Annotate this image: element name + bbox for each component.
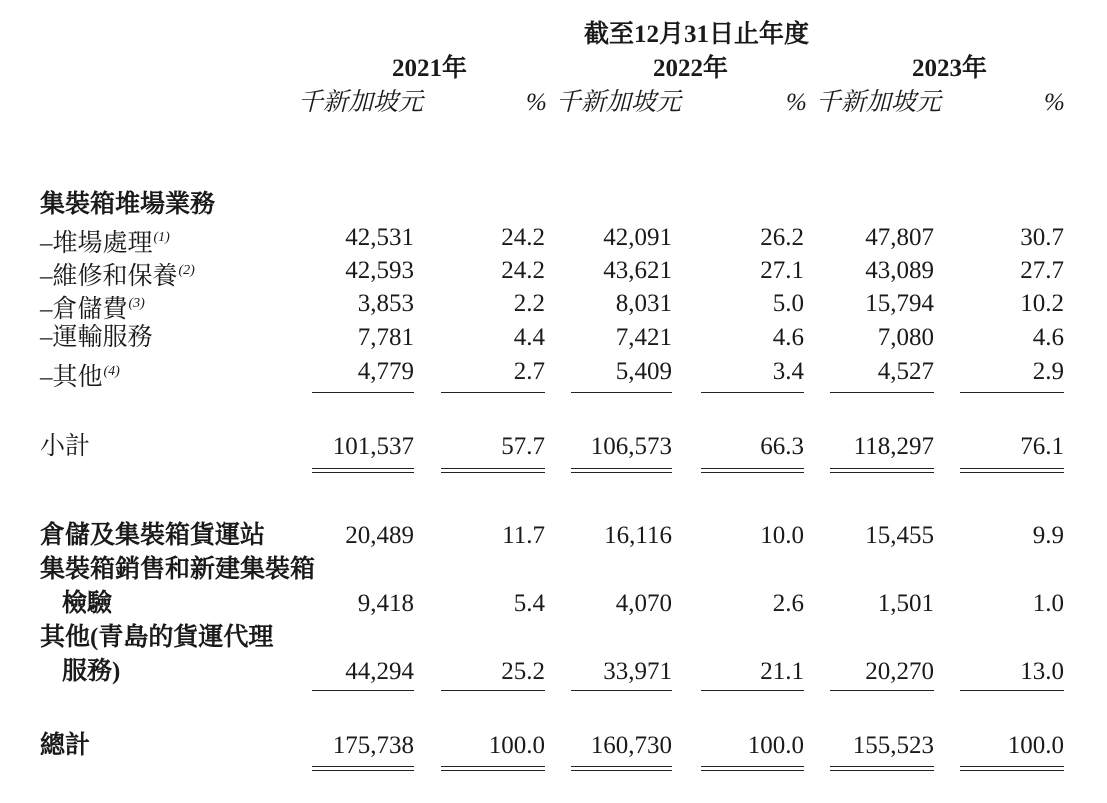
cell-r7-2023-amount: 1,501 xyxy=(877,590,934,617)
cell-r5-2022-amount: 106,573 xyxy=(590,433,672,460)
section-container-depot: 集裝箱堆場業務 xyxy=(40,191,216,218)
row-label-transport-services: –運輸服務 xyxy=(40,324,153,351)
row-label-repair-maintenance: –維修和保養$^{(2)}$ xyxy=(40,263,195,290)
underline-before-subtotal-2022-amount xyxy=(571,392,672,393)
underline-before-subtotal-2022-pct xyxy=(701,392,804,393)
row-label-yard-handling: –堆場處理$^{(1)}$ xyxy=(40,230,170,257)
unit-label-2022: 千新加坡元 xyxy=(556,89,682,116)
cell-r7-2021-pct: 5.4 xyxy=(513,590,545,617)
year-2022-header: 2022年 xyxy=(653,55,729,82)
cell-r0-2022-pct: 26.2 xyxy=(760,224,804,251)
cell-r0-2023-pct: 30.7 xyxy=(1020,224,1064,251)
pct-label-2021: % xyxy=(526,89,547,116)
cell-r2-2022-pct: 5.0 xyxy=(772,290,804,317)
row-label-subtotal: 小計 xyxy=(40,433,91,460)
double-underline-subtotal-2022-amount xyxy=(571,468,672,473)
cell-r2-2023-amount: 15,794 xyxy=(865,290,934,317)
cell-r8-2022-amount: 33,971 xyxy=(603,658,672,685)
cell-r6-2022-pct: 10.0 xyxy=(760,522,804,549)
cell-r9-2021-pct: 100.0 xyxy=(488,732,545,759)
double-underline-subtotal-2023-pct xyxy=(960,468,1064,473)
cell-r3-2021-amount: 7,781 xyxy=(357,324,414,351)
row-label-warehousing-cfs: 倉儲及集裝箱貨運站 xyxy=(40,522,266,549)
row-label-others-qingdao-line1: 其他(青島的貨運代理 xyxy=(40,624,274,651)
cell-r8-2023-pct: 13.0 xyxy=(1020,658,1064,685)
cell-r8-2021-pct: 25.2 xyxy=(501,658,545,685)
pct-label-2023: % xyxy=(1044,89,1065,116)
cell-r8-2021-amount: 44,294 xyxy=(345,658,414,685)
cell-r6-2021-amount: 20,489 xyxy=(345,522,414,549)
cell-r1-2022-pct: 27.1 xyxy=(760,257,804,284)
double-underline-total-2023-pct xyxy=(960,766,1064,771)
cell-r9-2023-amount: 155,523 xyxy=(852,732,934,759)
double-underline-total-2021-amount xyxy=(312,766,414,771)
underline-before-subtotal-2023-amount xyxy=(830,392,934,393)
cell-r0-2022-amount: 42,091 xyxy=(603,224,672,251)
cell-r2-2022-amount: 8,031 xyxy=(615,290,672,317)
cell-r0-2021-pct: 24.2 xyxy=(501,224,545,251)
cell-r4-2022-amount: 5,409 xyxy=(615,358,672,385)
underline-before-total-2023-amount xyxy=(830,690,934,691)
underline-before-total-2022-pct xyxy=(701,690,804,691)
cell-r3-2022-pct: 4.6 xyxy=(772,324,804,351)
cell-r1-2023-amount: 43,089 xyxy=(865,257,934,284)
underline-before-subtotal-2021-amount xyxy=(312,392,414,393)
cell-r6-2022-amount: 16,116 xyxy=(604,522,672,549)
cell-r6-2021-pct: 11.7 xyxy=(502,522,545,549)
cell-r4-2023-amount: 4,527 xyxy=(877,358,934,385)
cell-r9-2023-pct: 100.0 xyxy=(1007,732,1064,759)
underline-before-subtotal-2021-pct xyxy=(441,392,545,393)
cell-r2-2023-pct: 10.2 xyxy=(1020,290,1064,317)
cell-r3-2023-amount: 7,080 xyxy=(877,324,934,351)
cell-r1-2021-pct: 24.2 xyxy=(501,257,545,284)
cell-r3-2023-pct: 4.6 xyxy=(1032,324,1064,351)
cell-r9-2022-pct: 100.0 xyxy=(747,732,804,759)
cell-r6-2023-amount: 15,455 xyxy=(865,522,934,549)
cell-r4-2021-pct: 2.7 xyxy=(513,358,545,385)
cell-r5-2022-pct: 66.3 xyxy=(760,433,804,460)
underline-before-total-2023-pct xyxy=(960,690,1064,691)
cell-r0-2023-amount: 47,807 xyxy=(865,224,934,251)
double-underline-total-2023-amount xyxy=(830,766,934,771)
cell-r7-2022-amount: 4,070 xyxy=(615,590,672,617)
cell-r4-2021-amount: 4,779 xyxy=(357,358,414,385)
cell-r5-2021-amount: 101,537 xyxy=(332,433,414,460)
cell-r7-2022-pct: 2.6 xyxy=(772,590,804,617)
row-label-container-sales-line2: 檢驗 xyxy=(62,590,113,617)
cell-r5-2023-pct: 76.1 xyxy=(1020,433,1064,460)
cell-r1-2021-amount: 42,593 xyxy=(345,257,414,284)
pct-label-2022: % xyxy=(786,89,807,116)
cell-r1-2023-pct: 27.7 xyxy=(1020,257,1064,284)
cell-r0-2021-amount: 42,531 xyxy=(345,224,414,251)
cell-r2-2021-amount: 3,853 xyxy=(357,290,414,317)
cell-r2-2021-pct: 2.2 xyxy=(513,290,545,317)
row-label-others-qingdao-line2: 服務) xyxy=(62,658,121,685)
underline-before-total-2022-amount xyxy=(571,690,672,691)
unit-label-2023: 千新加坡元 xyxy=(816,89,942,116)
cell-r7-2021-amount: 9,418 xyxy=(357,590,414,617)
double-underline-subtotal-2021-pct xyxy=(441,468,545,473)
cell-r8-2022-pct: 21.1 xyxy=(760,658,804,685)
cell-r9-2022-amount: 160,730 xyxy=(590,732,672,759)
double-underline-total-2022-amount xyxy=(571,766,672,771)
double-underline-subtotal-2023-amount xyxy=(830,468,934,473)
underline-before-total-2021-amount xyxy=(312,690,414,691)
double-underline-total-2022-pct xyxy=(701,766,804,771)
year-2021-header: 2021年 xyxy=(392,55,468,82)
cell-r6-2023-pct: 9.9 xyxy=(1032,522,1064,549)
cell-r1-2022-amount: 43,621 xyxy=(603,257,672,284)
double-underline-total-2021-pct xyxy=(441,766,545,771)
double-underline-subtotal-2021-amount xyxy=(312,468,414,473)
cell-r5-2021-pct: 57.7 xyxy=(501,433,545,460)
year-2023-header: 2023年 xyxy=(912,55,988,82)
row-label-others: –其他$^{(4)}$ xyxy=(40,364,120,391)
cell-r3-2022-amount: 7,421 xyxy=(615,324,672,351)
row-label-total: 總計 xyxy=(40,732,91,759)
underline-before-total-2021-pct xyxy=(441,690,545,691)
cell-r7-2023-pct: 1.0 xyxy=(1032,590,1064,617)
cell-r4-2023-pct: 2.9 xyxy=(1032,358,1064,385)
underline-before-subtotal-2023-pct xyxy=(960,392,1064,393)
row-label-storage-fee: –倉儲費$^{(3)}$ xyxy=(40,296,145,323)
cell-r4-2022-pct: 3.4 xyxy=(772,358,804,385)
unit-label-2021: 千新加坡元 xyxy=(298,89,424,116)
cell-r5-2023-amount: 118,297 xyxy=(853,433,934,460)
period-title: 截至12月31日止年度 xyxy=(584,21,810,48)
cell-r9-2021-amount: 175,738 xyxy=(332,732,414,759)
double-underline-subtotal-2022-pct xyxy=(701,468,804,473)
cell-r8-2023-amount: 20,270 xyxy=(865,658,934,685)
cell-r3-2021-pct: 4.4 xyxy=(513,324,545,351)
row-label-container-sales-line1: 集裝箱銷售和新建集裝箱 xyxy=(40,556,316,583)
